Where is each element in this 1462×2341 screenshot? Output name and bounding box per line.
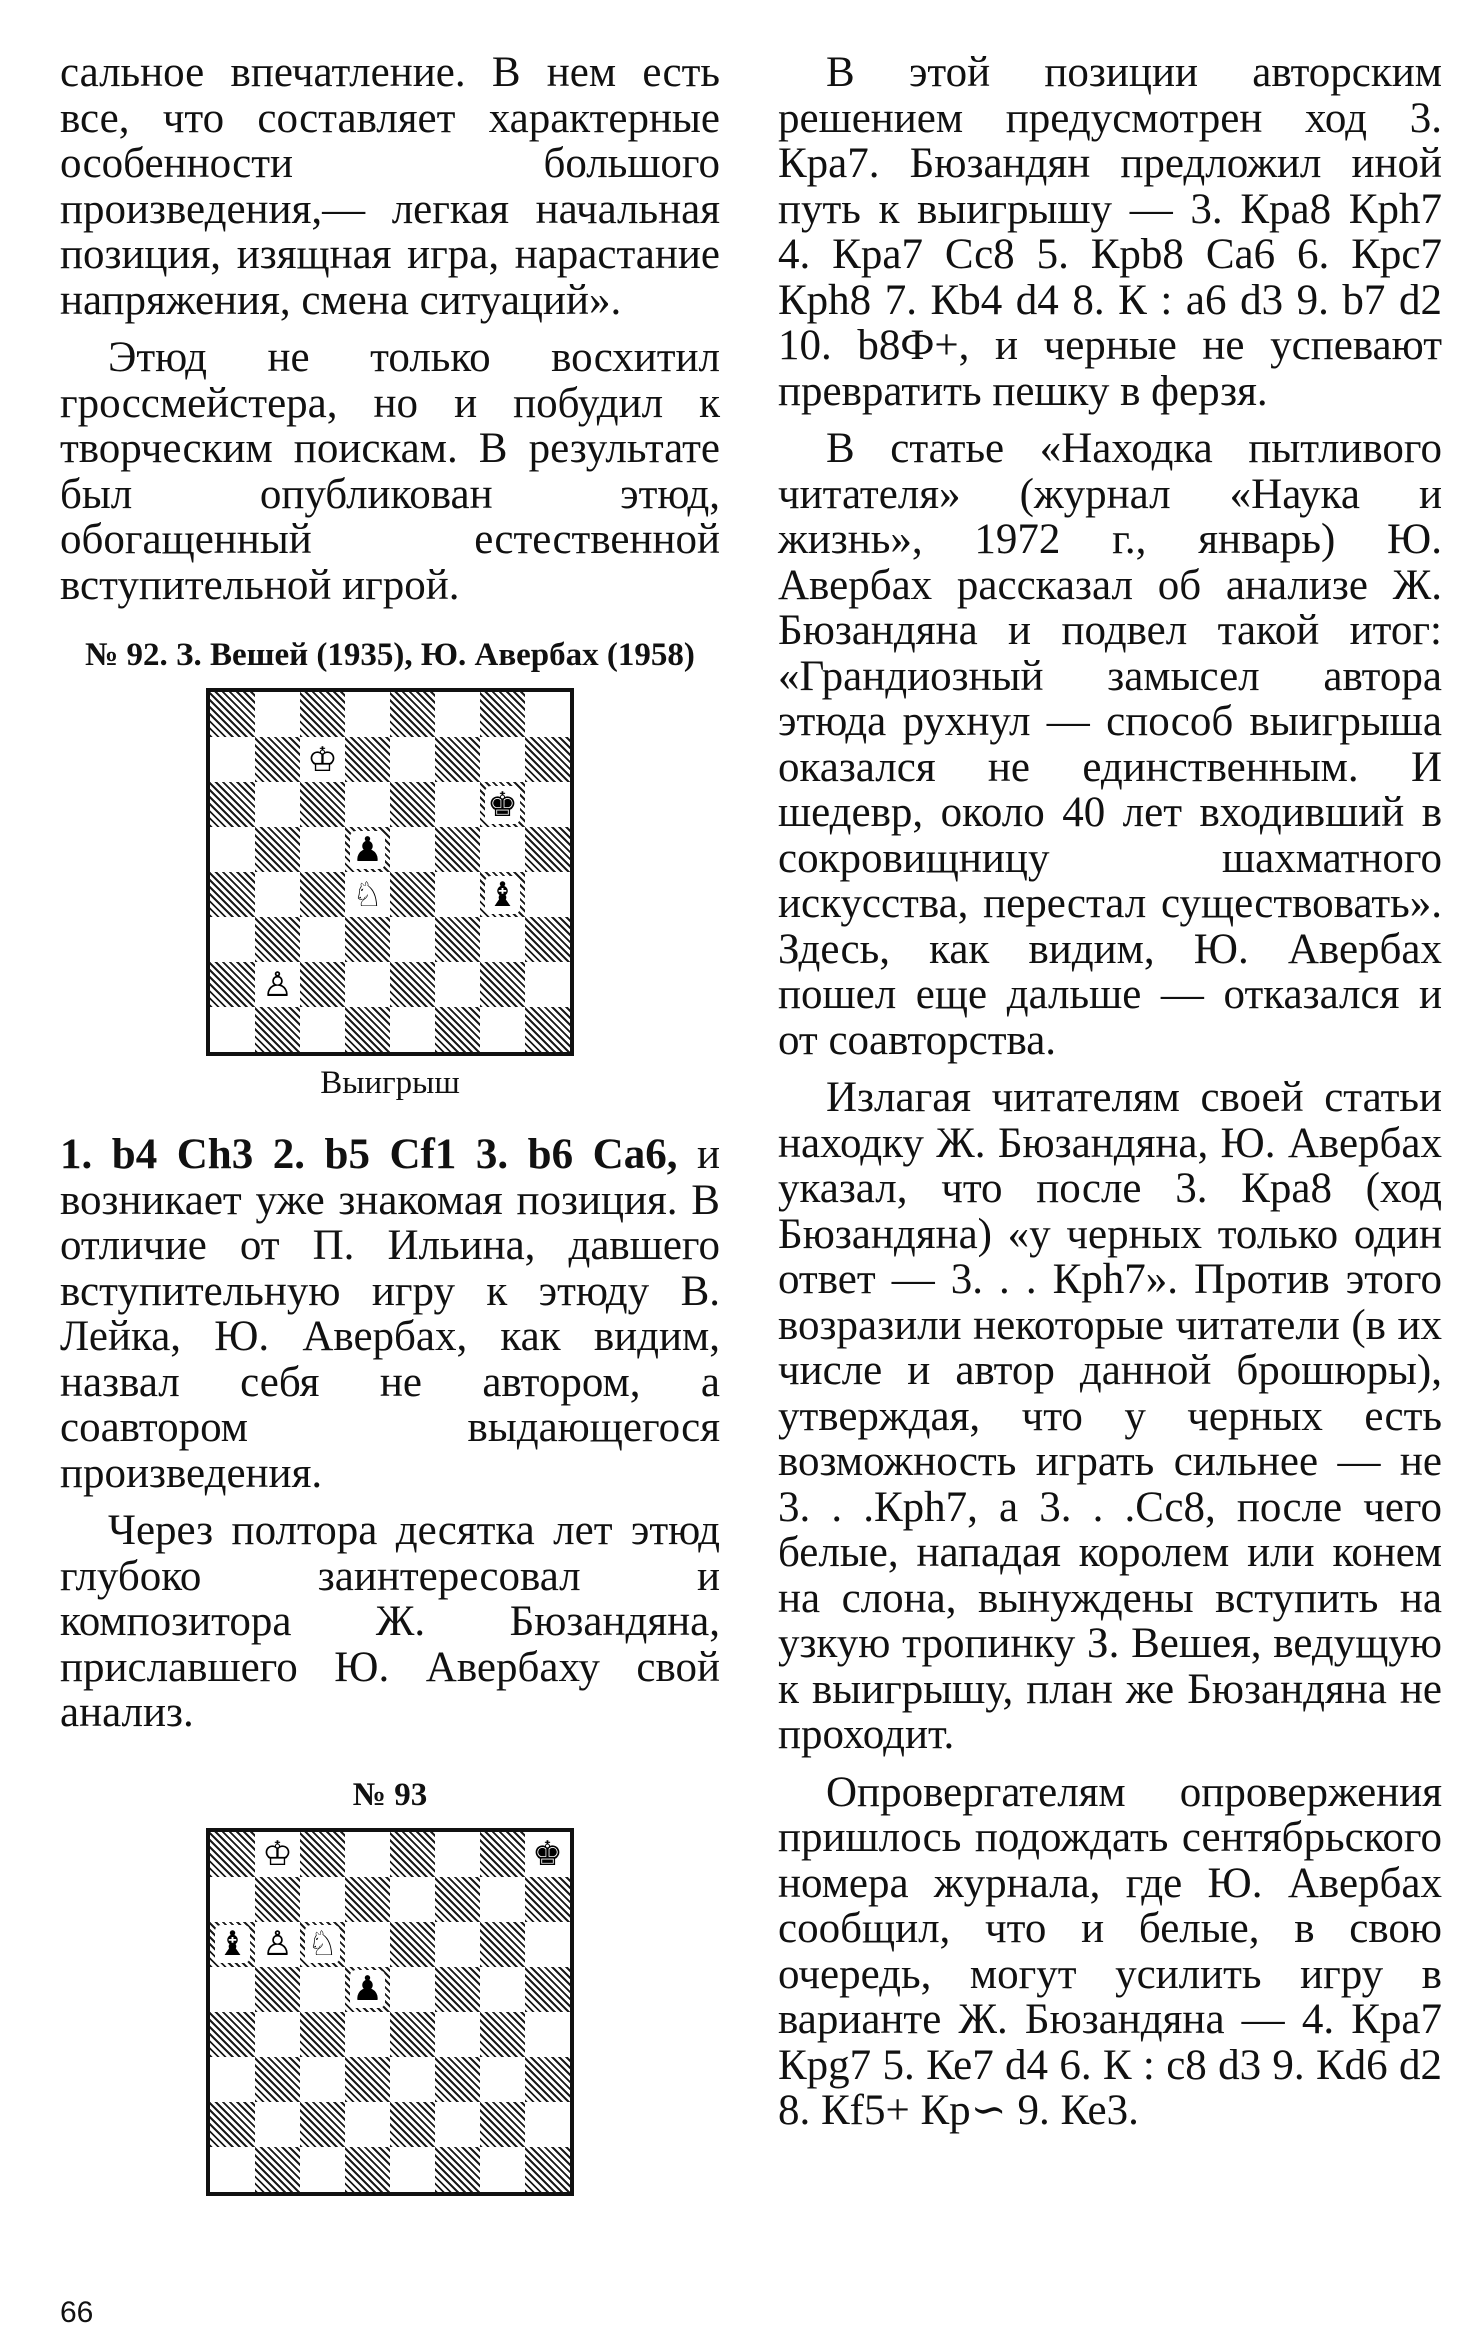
square-a3 (210, 2057, 255, 2102)
move-sequence: 1. b4 Ch3 2. b5 Cf1 3. b6 Ca6, (60, 1131, 678, 1178)
square-b4 (255, 2012, 300, 2057)
square-a3 (210, 917, 255, 962)
square-e8 (390, 692, 435, 737)
square-d7 (345, 1877, 390, 1922)
square-b4 (255, 872, 300, 917)
square-e5 (390, 1967, 435, 2012)
square-c2 (300, 2102, 345, 2147)
square-b5 (255, 827, 300, 872)
square-h3 (525, 2057, 570, 2102)
left-column (60, 50, 720, 2196)
square-f1 (435, 2147, 480, 2192)
white-knight-icon: ♘ (352, 874, 383, 915)
square-e7 (390, 737, 435, 782)
square-a2 (210, 2102, 255, 2147)
square-c3 (300, 917, 345, 962)
square-c5 (300, 827, 345, 872)
paragraph: В этой позиции авторским решением предусмотрен ход 3. Кра7. Бюзандян предложил иной путь к выигрышу — 3. Кра8 Кph7 4. Кра7 Сс8 5. Кpb8 Са6 6. Крс7 Кph8 7. Кb4 d4 8. К : а6 d3 9. b7 d2 10. b8Ф+, и черные не успевают превратить пешку в ферзя. (778, 49, 1442, 415)
square-h3 (525, 917, 570, 962)
white-knight-icon: ♘ (307, 1924, 338, 1964)
square-h7 (525, 1877, 570, 1922)
square-b8 (255, 692, 300, 737)
square-g8 (480, 1832, 525, 1877)
square-h2 (525, 962, 570, 1007)
square-e3 (390, 917, 435, 962)
square-d7 (345, 737, 390, 782)
square-h5 (525, 827, 570, 872)
square-g3 (480, 2057, 525, 2102)
square-f2 (435, 962, 480, 1007)
square-a4 (210, 872, 255, 917)
square-g5 (480, 1967, 525, 2012)
study-92-caption: Выигрыш (320, 1065, 460, 1101)
square-c7 (300, 1877, 345, 1922)
paragraph: Излагая читателям своей статьи находку Ж. Бюзандяна, Ю. Авербах указал, что после 3. Кра8 (ход Бюзандяна) «у черных только один ответ — 3. . . Кph7». Против этого возразили некоторые читатели (в их числе и автор данной брошюры), утверждая, что у черных есть возможность играть сильнее — не 3. . .Кph7, а 3. . .Сс8, после чего белые, нападая королем или конем на слона, вынуждены вступить на узкую тропинку З. Вешея, ведущую к выигрышу, план же Бюзандяна не проходит. (778, 1074, 1442, 1758)
square-f3 (435, 917, 480, 962)
square-b1 (255, 1007, 300, 1052)
square-a4 (210, 2012, 255, 2057)
square-e1 (390, 1007, 435, 1052)
square-d8 (345, 1832, 390, 1877)
right-column (778, 50, 1442, 2134)
square-e8 (390, 1832, 435, 1877)
square-e4 (390, 2012, 435, 2057)
square-d4 (345, 2012, 390, 2057)
square-c6 (300, 1922, 345, 1967)
square-h4 (525, 872, 570, 917)
square-b5 (255, 1967, 300, 2012)
square-f4 (435, 2012, 480, 2057)
square-g6 (480, 1922, 525, 1967)
square-e4 (390, 872, 435, 917)
square-f4 (435, 872, 480, 917)
square-h5 (525, 1967, 570, 2012)
white-pawn-icon: ♙ (262, 1924, 293, 1964)
square-b6 (255, 782, 300, 827)
square-h6 (525, 1922, 570, 1967)
black-pawn-icon: ♟ (352, 1969, 383, 2009)
square-h6 (525, 782, 570, 827)
square-c2 (300, 962, 345, 1007)
black-king-icon: ♚ (487, 784, 518, 825)
paragraph: В статье «Находка пытливого читателя» (журнал «Наука и жизнь», 1972 г., январь) Ю. Авербах рассказал об анализе Ж. Бюзандяна и подвел такой итог: «Грандиозный замысел автора этюда рухнул — способ выигрыша оказался не единственным. И шедевр, около 40 лет входивший в сокровищницу шахматного искусства, перестал существовать». Здесь, как видим, Ю. Авербах пошел еще дальше — отказался и от соавторства. (778, 425, 1442, 1064)
black-bishop-icon: ♝ (217, 1924, 248, 1964)
square-b3 (255, 2057, 300, 2102)
paragraph: Через полтора десятка лет этюд глубоко заинтересовал и композитора Ж. Бюзандяна, приславшего Ю. Авербаху свой анализ. (60, 1507, 720, 1736)
square-d6 (345, 1922, 390, 1967)
square-g4 (480, 2012, 525, 2057)
square-c1 (300, 1007, 345, 1052)
square-e2 (390, 2102, 435, 2147)
chessboard-study-93 (206, 1828, 574, 2196)
square-g4 (480, 872, 525, 917)
paragraph: сальное впечатление. В нем есть все, что составляет характерные особенности большого произведения,— легкая начальная позиция, изящная игра, нарастание напряжения, смена ситуаций». (60, 49, 720, 324)
square-g6 (480, 782, 525, 827)
square-e1 (390, 2147, 435, 2192)
white-pawn-icon: ♙ (262, 964, 293, 1005)
square-e7 (390, 1877, 435, 1922)
paragraph: Опровергателям опровержения пришлось подождать сентябрьского номера журнала, где Ю. Авербах сообщил, что и белые, в свою очередь, могут усилить игру в варианте Ж. Бюзандяна — 4. Кра7 Крg7 5. Ке7 d4 6. К : с8 d3 9. Кd6 d2 8. Кf5+ Кр∽ 9. Ке3. (778, 1768, 1442, 2134)
square-d4 (345, 872, 390, 917)
black-pawn-icon: ♟ (352, 829, 383, 870)
paragraph-text: и возникает уже знакомая позиция. В отличие от П. Ильина, давшего вступительную игру к этюду В. Лейка, Ю. Авербах, как видим, назвал себя не автором, а соавтором выдающегося произведения. (60, 1131, 721, 1497)
square-c8 (300, 692, 345, 737)
square-b6 (255, 1922, 300, 1967)
square-a7 (210, 1877, 255, 1922)
square-f6 (435, 782, 480, 827)
square-c6 (300, 782, 345, 827)
square-f7 (435, 1877, 480, 1922)
square-c4 (300, 2012, 345, 2057)
square-b2 (255, 962, 300, 1007)
board-grid (206, 1828, 574, 2196)
square-d8 (345, 692, 390, 737)
square-b7 (255, 1877, 300, 1922)
square-d3 (345, 2057, 390, 2102)
square-h8 (525, 692, 570, 737)
study-92-heading: № 92. З. Вешей (1935), Ю. Авербах (1958) (85, 637, 695, 673)
square-c7 (300, 737, 345, 782)
square-d2 (345, 962, 390, 1007)
square-d5 (345, 1967, 390, 2012)
square-b2 (255, 2102, 300, 2147)
square-g2 (480, 962, 525, 1007)
square-b8 (255, 1832, 300, 1877)
square-e2 (390, 962, 435, 1007)
square-c4 (300, 872, 345, 917)
square-e6 (390, 1922, 435, 1967)
black-bishop-icon: ♝ (487, 874, 518, 915)
square-e5 (390, 827, 435, 872)
square-d1 (345, 1007, 390, 1052)
square-f5 (435, 1967, 480, 2012)
square-g3 (480, 917, 525, 962)
square-d6 (345, 782, 390, 827)
square-f6 (435, 1922, 480, 1967)
square-d2 (345, 2102, 390, 2147)
square-d3 (345, 917, 390, 962)
square-c5 (300, 1967, 345, 2012)
square-b7 (255, 737, 300, 782)
square-g7 (480, 737, 525, 782)
white-king-icon: ♔ (262, 1834, 293, 1874)
square-e6 (390, 782, 435, 827)
square-b3 (255, 917, 300, 962)
paragraph (60, 1132, 720, 1496)
board-grid (206, 688, 574, 1056)
square-g5 (480, 827, 525, 872)
square-g1 (480, 1007, 525, 1052)
page-number: 66 (60, 2296, 94, 2329)
square-f5 (435, 827, 480, 872)
square-g8 (480, 692, 525, 737)
square-h1 (525, 2147, 570, 2192)
square-f7 (435, 737, 480, 782)
square-d1 (345, 2147, 390, 2192)
black-king-icon: ♚ (532, 1834, 563, 1874)
square-g2 (480, 2102, 525, 2147)
square-a6 (210, 1922, 255, 1967)
square-a8 (210, 692, 255, 737)
study-93-heading: № 93 (352, 1776, 428, 1813)
square-f3 (435, 2057, 480, 2102)
square-g7 (480, 1877, 525, 1922)
square-f8 (435, 1832, 480, 1877)
square-c8 (300, 1832, 345, 1877)
square-h7 (525, 737, 570, 782)
square-a5 (210, 827, 255, 872)
square-a1 (210, 2147, 255, 2192)
square-g1 (480, 2147, 525, 2192)
white-king-icon: ♔ (307, 739, 338, 780)
square-a7 (210, 737, 255, 782)
chessboard-study-92 (206, 688, 574, 1056)
paragraph: Этюд не только восхитил гроссмейстера, но и побудил к творческим поискам. В результате был опубликован этюд, обогащенный естественной вступительной игрой. (60, 334, 720, 609)
square-b1 (255, 2147, 300, 2192)
square-a5 (210, 1967, 255, 2012)
square-a8 (210, 1832, 255, 1877)
square-f1 (435, 1007, 480, 1052)
square-h2 (525, 2102, 570, 2147)
square-f8 (435, 692, 480, 737)
square-c1 (300, 2147, 345, 2192)
square-h4 (525, 2012, 570, 2057)
square-a6 (210, 782, 255, 827)
square-a1 (210, 1007, 255, 1052)
square-e3 (390, 2057, 435, 2102)
square-d5 (345, 827, 390, 872)
square-f2 (435, 2102, 480, 2147)
square-a2 (210, 962, 255, 1007)
square-h8 (525, 1832, 570, 1877)
square-c3 (300, 2057, 345, 2102)
square-h1 (525, 1007, 570, 1052)
